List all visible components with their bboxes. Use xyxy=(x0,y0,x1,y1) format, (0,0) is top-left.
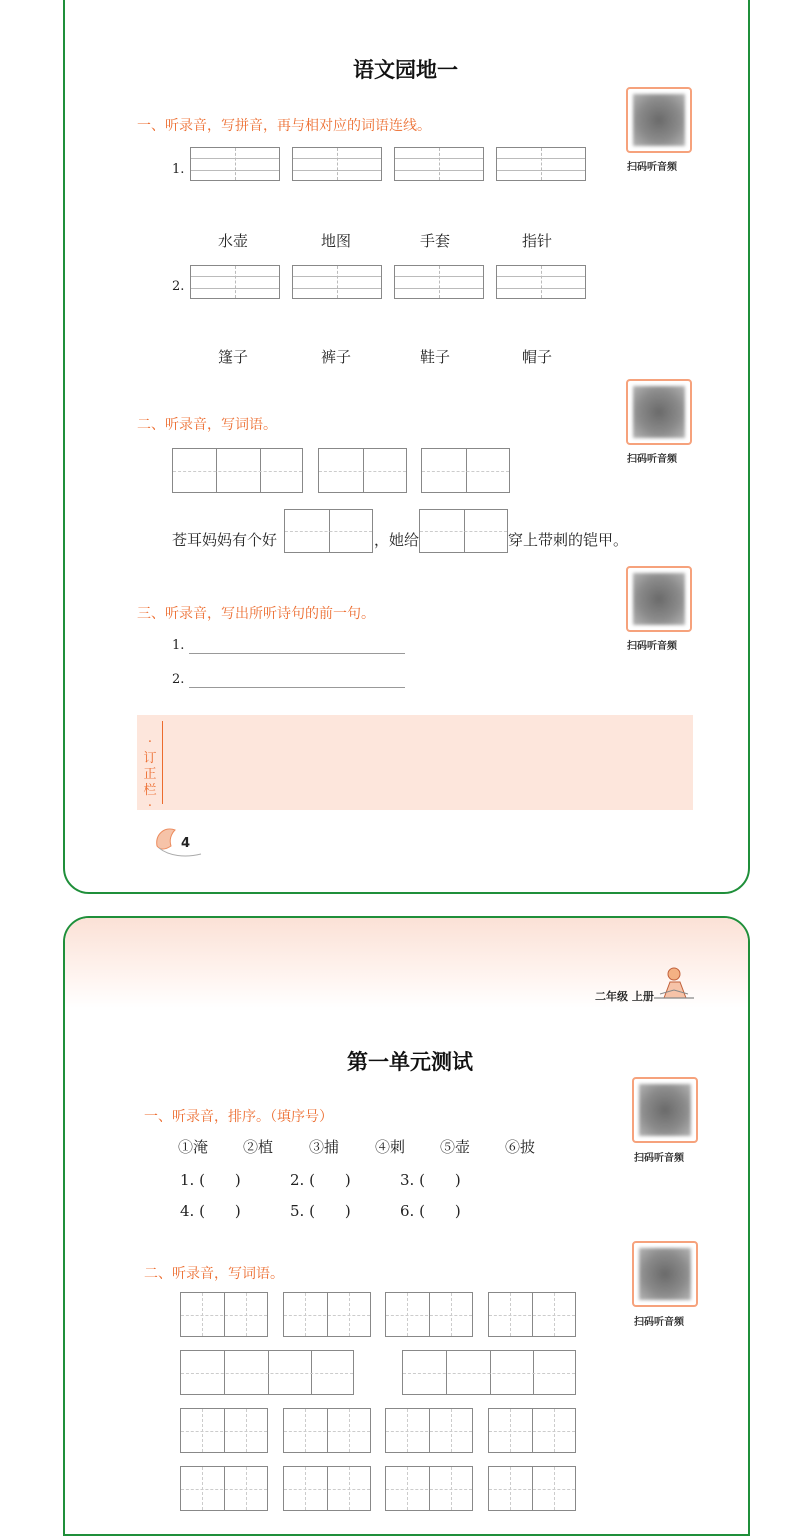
writing-grid[interactable] xyxy=(283,1466,371,1511)
pinyin-box[interactable] xyxy=(190,265,280,299)
word-2-1: 篷子 xyxy=(218,348,249,366)
worksheet-page-2 xyxy=(63,916,750,1536)
pinyin-box[interactable] xyxy=(394,147,484,181)
qr-label-3: 扫码听音频 xyxy=(627,641,677,652)
writing-grid[interactable] xyxy=(488,1466,576,1511)
sentence-part-1: 苍耳妈妈有个好 xyxy=(172,531,278,549)
sentence-part-3: 穿上带刺的铠甲。 xyxy=(508,531,629,549)
writing-grid[interactable] xyxy=(283,1408,371,1453)
pinyin-box[interactable] xyxy=(496,265,586,299)
row-2-label: 2. xyxy=(172,279,185,294)
section-1-heading: 一、听录音，写拼音，再与相对应的词语连线。 xyxy=(137,118,431,134)
grade-label: 二年级 上册 xyxy=(595,990,654,1003)
writing-grid[interactable] xyxy=(180,1408,268,1453)
writing-grid[interactable] xyxy=(488,1408,576,1453)
writing-grid[interactable] xyxy=(402,1350,576,1395)
section-1-heading: 一、听录音，排序。（填序号） xyxy=(144,1109,333,1125)
writing-grid[interactable] xyxy=(180,1350,354,1395)
order-blank-1[interactable]: 1. ( ) xyxy=(180,1171,241,1189)
writing-grid[interactable] xyxy=(385,1292,473,1337)
option-6: ⑥披 xyxy=(505,1138,536,1156)
worksheet-page-1 xyxy=(63,0,750,894)
word-2-4: 帽子 xyxy=(522,348,553,366)
order-blank-4[interactable]: 4. ( ) xyxy=(180,1202,241,1220)
option-2: ②植 xyxy=(243,1138,274,1156)
qr-label-1: 扫码听音频 xyxy=(627,162,677,173)
word-1-2: 地图 xyxy=(321,232,352,250)
pinyin-box[interactable] xyxy=(496,147,586,181)
writing-grid[interactable] xyxy=(172,448,303,493)
page-title: 第一单元测试 xyxy=(347,1050,473,1074)
qr-label-2: 扫码听音频 xyxy=(627,454,677,465)
section-3-heading: 三、听录音，写出所听诗句的前一句。 xyxy=(137,606,375,622)
qr-code-4[interactable] xyxy=(632,1077,698,1143)
writing-grid[interactable] xyxy=(385,1408,473,1453)
page-title: 语文园地一 xyxy=(353,58,458,82)
correction-divider xyxy=(162,721,163,804)
option-1: ①淹 xyxy=(178,1138,209,1156)
word-1-4: 指针 xyxy=(522,232,553,250)
qr-code-1[interactable] xyxy=(626,87,692,153)
correction-area[interactable] xyxy=(137,715,693,814)
word-2-3: 鞋子 xyxy=(420,348,451,366)
qr-code-2[interactable] xyxy=(626,379,692,445)
writing-grid[interactable] xyxy=(318,448,407,493)
qr-label-5: 扫码听音频 xyxy=(634,1317,684,1328)
pinyin-box[interactable] xyxy=(292,265,382,299)
pinyin-box[interactable] xyxy=(394,265,484,299)
correction-label: ·订正栏· xyxy=(143,735,157,814)
sentence-blank-grid[interactable] xyxy=(419,509,508,553)
sentence-part-2: ，她给 xyxy=(374,531,420,549)
order-blank-6[interactable]: 6. ( ) xyxy=(400,1202,461,1220)
sentence-blank-grid[interactable] xyxy=(284,509,373,553)
leaf-icon xyxy=(151,824,203,860)
qr-label-4: 扫码听音频 xyxy=(634,1153,684,1164)
order-blank-5[interactable]: 5. ( ) xyxy=(290,1202,351,1220)
row-1-label: 1. xyxy=(172,162,185,177)
qr-code-5[interactable] xyxy=(632,1241,698,1307)
word-1-1: 水壶 xyxy=(218,232,249,250)
answer-line-1[interactable] xyxy=(189,653,405,654)
answer-line-1-label: 1. xyxy=(172,638,185,653)
word-2-2: 裤子 xyxy=(321,348,352,366)
answer-line-2[interactable] xyxy=(189,687,405,688)
pinyin-box[interactable] xyxy=(292,147,382,181)
qr-code-3[interactable] xyxy=(626,566,692,632)
writing-grid[interactable] xyxy=(488,1292,576,1337)
order-blank-2[interactable]: 2. ( ) xyxy=(290,1171,351,1189)
answer-line-2-label: 2. xyxy=(172,672,185,687)
writing-grid[interactable] xyxy=(283,1292,371,1337)
pinyin-box[interactable] xyxy=(190,147,280,181)
option-4: ④刺 xyxy=(375,1138,406,1156)
section-2-heading: 二、听录音，写词语。 xyxy=(144,1266,284,1282)
word-1-3: 手套 xyxy=(420,232,451,250)
writing-grid[interactable] xyxy=(180,1466,268,1511)
writing-grid[interactable] xyxy=(421,448,510,493)
reading-child-icon xyxy=(650,964,698,1002)
writing-grid[interactable] xyxy=(385,1466,473,1511)
section-2-heading: 二、听录音，写词语。 xyxy=(137,417,277,433)
option-5: ⑤壶 xyxy=(440,1138,471,1156)
option-3: ③捕 xyxy=(309,1138,340,1156)
writing-grid[interactable] xyxy=(180,1292,268,1337)
order-blank-3[interactable]: 3. ( ) xyxy=(400,1171,461,1189)
page-number: 4 xyxy=(181,836,191,851)
